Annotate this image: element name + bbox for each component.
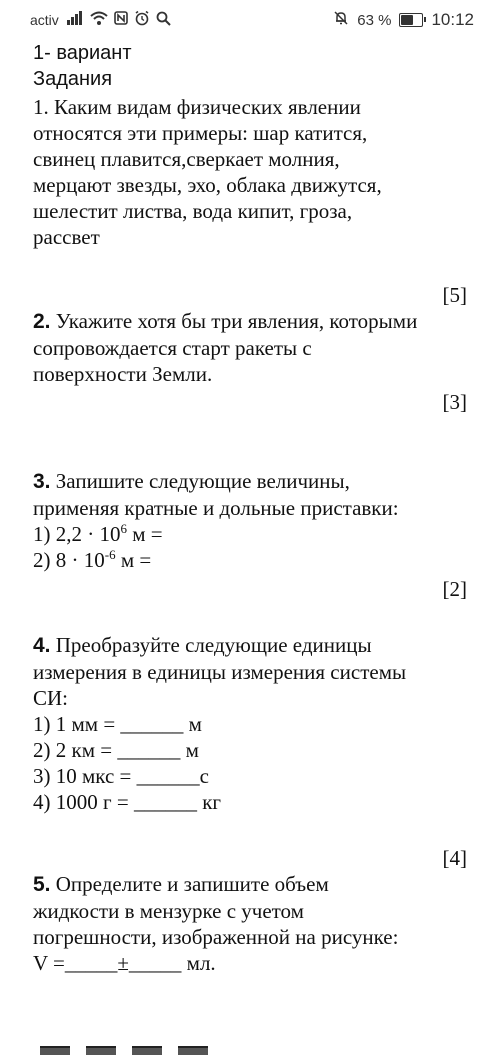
q3-number: 3. [33, 470, 51, 493]
q2-line: сопровождается старт ракеты с [33, 336, 312, 360]
q1-line: 1. Каким видам физических явлении [33, 95, 361, 119]
document-text [33, 40, 473, 976]
search-icon [156, 11, 171, 30]
image-fragment [132, 1046, 162, 1055]
status-bar [0, 0, 500, 40]
q4-line: 2) 2 км = ______ м [33, 738, 199, 762]
q5-line: погрешности, изображенной на рисунке: [33, 925, 399, 949]
variant-title: 1- вариант [33, 42, 132, 64]
battery-percent: 63 % [357, 11, 392, 29]
q1-line: шелестит листва, вода кипит, гроза, [33, 199, 353, 223]
q3-score: [2] [442, 577, 467, 601]
q3-item-2: 2) $8 \cdot 10^{-6}$ м = [33, 547, 152, 572]
q1-line: свинец плавится,сверкает молния, [33, 147, 340, 171]
q1-score: [5] [442, 283, 467, 307]
signal-icon [66, 11, 84, 29]
q4-line: 4) 1000 г = ______ кг [33, 790, 222, 814]
q4-line [33, 632, 473, 659]
q4-line: 3) 10 мкс = ______с [33, 764, 209, 788]
tasks-heading: Задания [33, 68, 113, 90]
q4-line: СИ: [33, 686, 69, 710]
q2-text: Укажите хотя бы три явления, которыми [50, 309, 418, 333]
q5-text: Определите и запишите объем [50, 872, 329, 896]
q1-line: относятся эти примеры: шар катится, [33, 121, 368, 145]
image-fragment [178, 1046, 208, 1055]
q3-line [33, 468, 473, 495]
status-icons [66, 10, 171, 30]
image-fragment [40, 1046, 70, 1055]
battery-icon [399, 13, 423, 27]
question-2 [33, 308, 473, 387]
q2-line: поверхности Земли. [33, 362, 213, 386]
q5-line: жидкости в мензурке с учетом [33, 899, 304, 923]
q2-line [33, 308, 473, 335]
q1-line: мерцают звезды, эхо, облака движутся, [33, 173, 382, 197]
carrier-label: activ [30, 12, 59, 28]
q4-text: Преобразуйте следующие единицы [50, 633, 372, 657]
question-1 [33, 94, 473, 250]
question-4 [33, 632, 473, 815]
q5-number: 5. [33, 873, 51, 896]
mute-bell-icon [333, 10, 349, 30]
q4-number: 4. [33, 634, 51, 657]
q3-line: применяя кратные и дольные приставки: [33, 496, 399, 520]
nfc-icon [114, 11, 128, 29]
q1-line: рассвет [33, 225, 100, 249]
question-3 [33, 468, 473, 573]
q3-text: Запишите следующие величины, [50, 469, 350, 493]
battery-level [401, 15, 413, 25]
image-top-edge [40, 1046, 208, 1055]
image-fragment [86, 1046, 116, 1055]
q4-score: [4] [442, 846, 467, 870]
alarm-icon [134, 10, 150, 30]
q4-line: измерения в единицы измерения системы [33, 660, 407, 684]
status-right [333, 10, 474, 30]
q2-score: [3] [442, 390, 467, 414]
q2-number: 2. [33, 310, 51, 333]
q5-line: V =_____±_____ мл. [33, 951, 216, 975]
q4-line: 1) 1 мм = ______ м [33, 712, 202, 736]
q5-line [33, 871, 473, 898]
clock: 10:12 [431, 10, 474, 29]
q3-item-1: 1) $2,2 \cdot 10^6$ м = [33, 521, 163, 546]
question-5 [33, 871, 473, 976]
wifi-icon [90, 11, 108, 29]
